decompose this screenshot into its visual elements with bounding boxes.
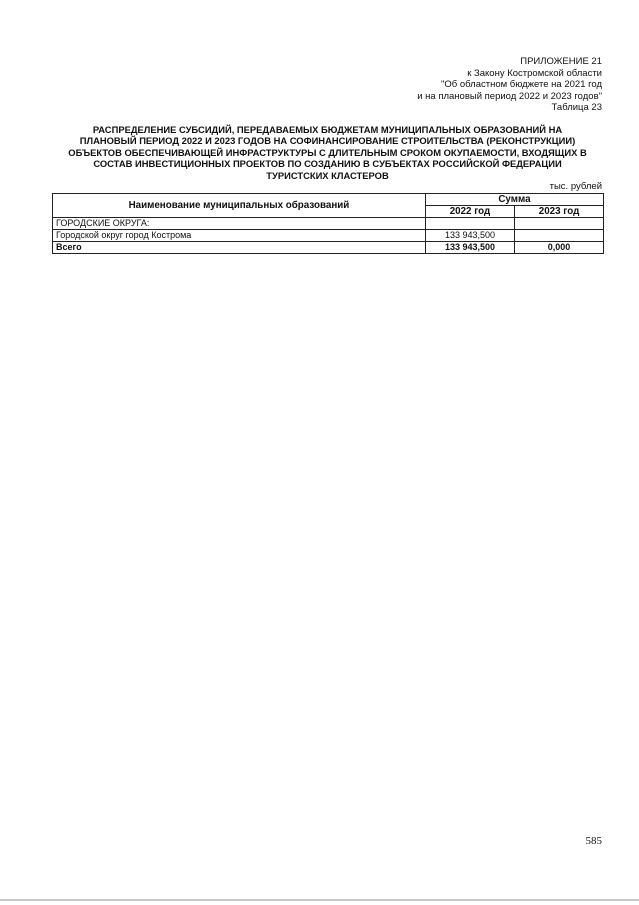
appendix-line: "Об областном бюджете на 2021 год [441,79,602,91]
title-line: СОСТАВ ИНВЕСТИЦИОННЫХ ПРОЕКТОВ ПО СОЗДАНИЮ В СУБЪЕКТАХ РОССИЙСКОЙ ФЕДЕРАЦИИ [93,158,562,170]
table-total-row [53,242,604,254]
row-value-2023 [515,218,604,230]
appendix-line: ПРИЛОЖЕНИЕ 21 [520,56,602,67]
table-header-row [53,194,604,206]
title-line: ОБЪЕКТОВ ОБЕСПЕЧИВАЮЩЕЙ ИНФРАСТРУКТУРЫ С ДЛИТЕЛЬНЫМ СРОКОМ ОКУПАЕМОСТИ, ВХОДЯЩИХ В [68,146,587,158]
page-edge-divider [0,899,639,901]
title-line: РАСПРЕДЕЛЕНИЕ СУБСИДИЙ, ПЕРЕДАВАЕМЫХ БЮДЖЕТАМ МУНИЦИПАЛЬНЫХ ОБРАЗОВАНИЙ НА [92,124,563,135]
subsidy-table [52,193,604,254]
row-value-2022: 133 943,500 [425,230,514,242]
appendix-line: к Закону Костромской области [467,67,602,79]
row-value-2023 [515,230,604,242]
total-value-2023: 0,000 [515,242,604,254]
title-line: ПЛАНОВЫЙ ПЕРИОД 2022 И 2023 ГОДОВ НА СОФИНАНСИРОВАНИЕ СТРОИТЕЛЬСТВА (РЕКОНСТРУКЦИИ) [79,135,576,147]
row-name: ГОРОДСКИЕ ОКРУГА: [53,218,426,230]
column-header-name: Наименование муниципальных образований [53,194,426,218]
appendix-header [417,56,602,114]
column-header-2022: 2022 год [425,206,514,218]
total-label: Всего [53,242,426,254]
title-line: ТУРИСТСКИХ КЛАСТЕРОВ [266,169,389,181]
appendix-line: Таблица 23 [551,102,602,114]
page-number: 585 [585,835,602,847]
column-header-sum: Сумма [425,194,603,206]
total-value-2022: 133 943,500 [425,242,514,254]
document-title [55,124,600,181]
row-name: Городской округ город Кострома [53,230,426,242]
column-header-2023: 2023 год [515,206,604,218]
units-label: тыс. рублей [549,181,602,192]
table-row [53,230,604,242]
table-row [53,218,604,230]
row-value-2022 [425,218,514,230]
appendix-line: и на плановый период 2022 и 2023 годов" [417,90,602,102]
